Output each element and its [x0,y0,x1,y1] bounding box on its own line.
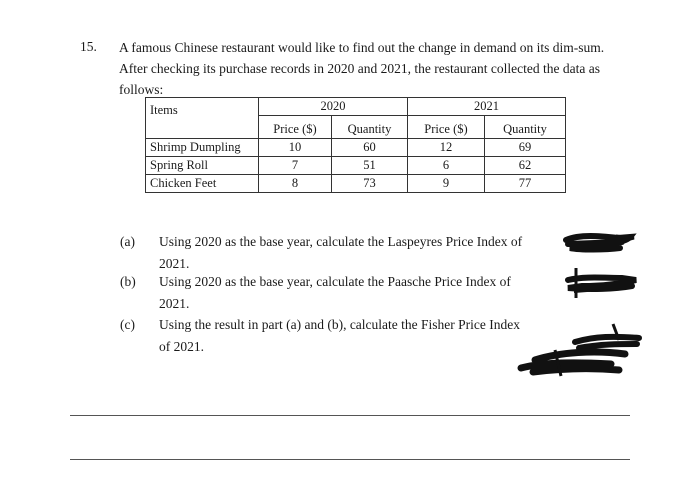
subheader-price-2020: Price ($) [259,116,332,139]
table-row [146,139,566,157]
part-b-text [159,271,554,315]
row-price-2020: 10 [259,139,332,157]
row-item: Spring Roll [146,157,259,175]
table-year-header-row [146,98,566,116]
items-header: Items [146,98,259,139]
part-c-line-2: of 2021. [159,339,204,354]
subheader-quantity-2021: Quantity [485,116,566,139]
part-c-label: (c) [120,317,135,332]
subheader-quantity-2020: Quantity [332,116,408,139]
part-c-line-1: Using the result in part (a) and (b), calculate the Fisher Price Index [159,317,520,332]
subheader-price-2021: Price ($) [408,116,485,139]
row-quantity-2020: 73 [332,175,408,193]
part-b-label: (b) [120,274,136,289]
redaction-scribble-b [560,264,642,302]
row-quantity-2020: 51 [332,157,408,175]
row-quantity-2021: 62 [485,157,566,175]
row-quantity-2021: 69 [485,139,566,157]
row-price-2020: 7 [259,157,332,175]
part-c [120,314,560,358]
row-price-2020: 8 [259,175,332,193]
row-price-2021: 12 [408,139,485,157]
row-quantity-2021: 77 [485,175,566,193]
part-a [120,231,560,275]
part-c-text [159,314,554,358]
row-price-2021: 6 [408,157,485,175]
redaction-scribble-c [515,320,645,380]
year-header-2020: 2020 [259,98,408,116]
intro-line-3: follows: [119,82,164,97]
part-a-line-2: 2021. [159,256,190,271]
part-a-label: (a) [120,234,135,249]
answer-line [70,415,630,416]
row-quantity-2020: 60 [332,139,408,157]
part-b [120,271,560,315]
row-item: Chicken Feet [146,175,259,193]
row-item: Shrimp Dumpling [146,139,259,157]
answer-line [70,459,630,460]
table-row [146,175,566,193]
question-number: 15. [80,39,97,54]
part-a-text [159,231,554,275]
table-row [146,157,566,175]
intro-line-1: A famous Chinese restaurant would like to find out the change in demand on its dim-sum. [119,40,605,55]
part-b-line-1: Using 2020 as the base year, calculate the Paasche Price Index of [159,274,511,289]
question-intro [119,37,639,100]
row-price-2021: 9 [408,175,485,193]
part-b-line-2: 2021. [159,296,190,311]
intro-line-2: After checking its purchase records in 2020 and 2021, the restaurant collected the data as [119,61,600,76]
data-table [145,97,566,193]
year-header-2021: 2021 [408,98,566,116]
redaction-scribble-a [560,228,640,258]
part-a-line-1: Using 2020 as the base year, calculate the Laspeyres Price Index of [159,234,523,249]
